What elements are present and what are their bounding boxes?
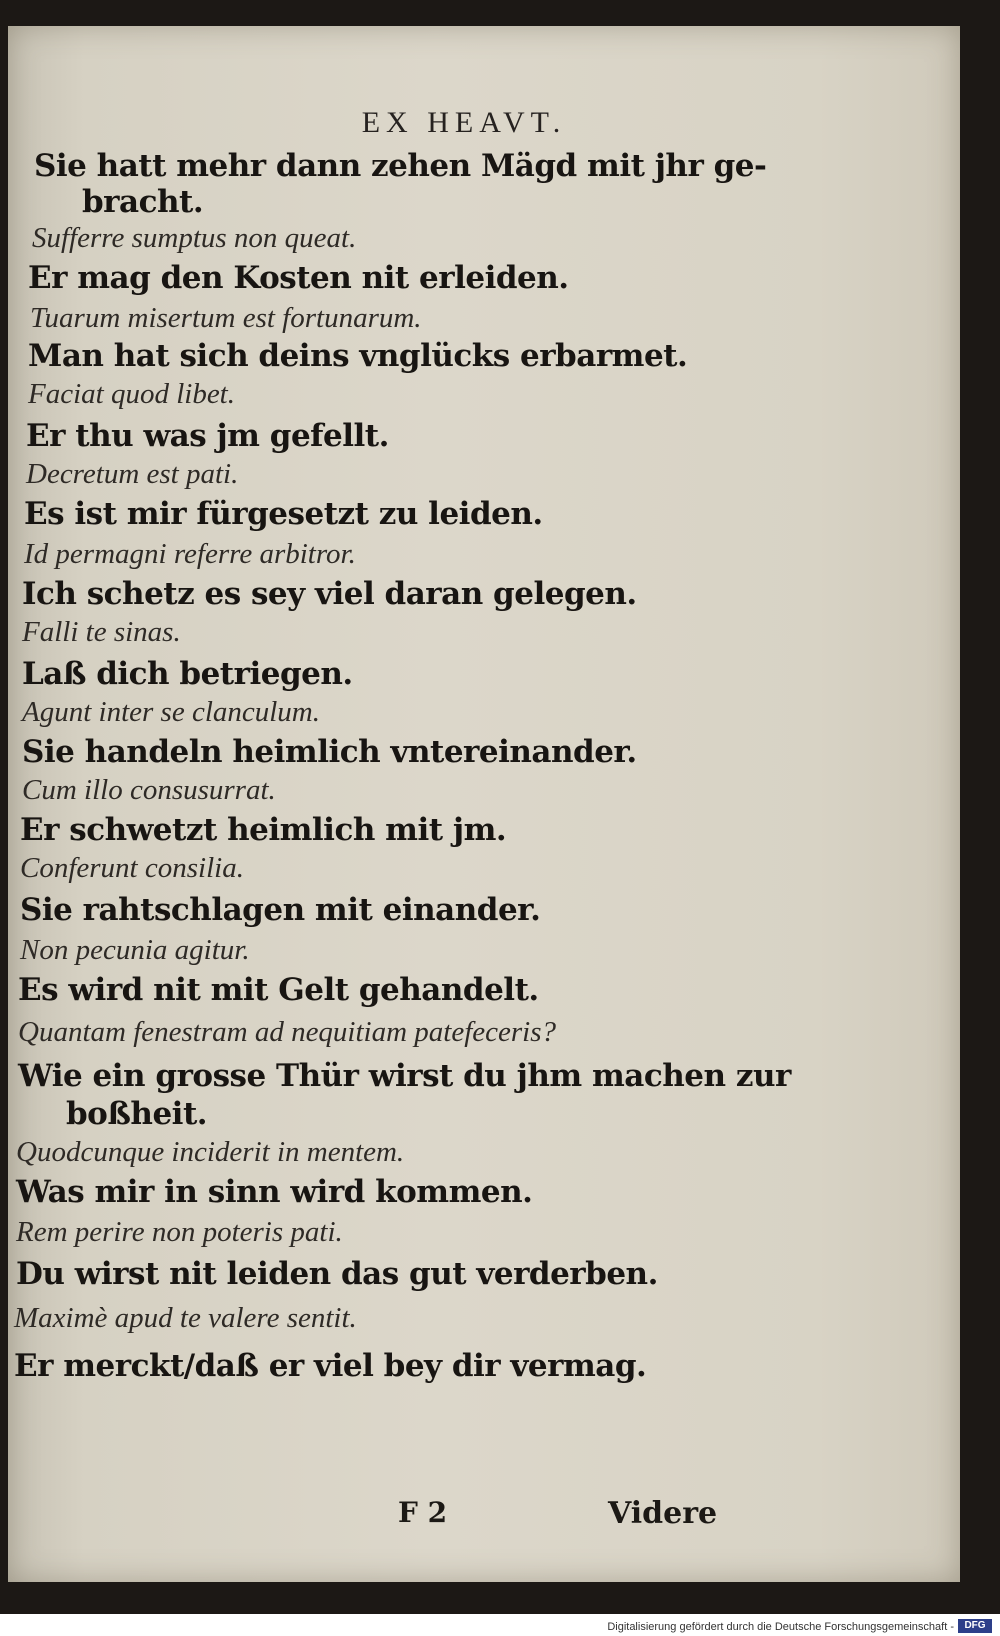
running-head: EX HEAVT. <box>361 106 567 139</box>
digitization-footer <box>0 1614 1000 1636</box>
latin-phrase: Agunt inter se clanculum. <box>22 696 321 728</box>
catchword: Videre <box>608 1496 718 1531</box>
german-translation: bracht. <box>82 184 204 220</box>
german-translation: Er schwetzt heimlich mit jm. <box>20 812 507 848</box>
german-translation: Sie rahtschlagen mit einander. <box>20 892 541 928</box>
german-translation: Ich schetz es sey viel daran gelegen. <box>22 576 637 612</box>
german-translation: Er thu was jm gefellt. <box>26 418 389 454</box>
german-translation: Man hat sich deins vnglücks erbarmet. <box>28 338 688 374</box>
signature-mark: F 2 <box>398 1496 448 1529</box>
latin-phrase: Conferunt consilia. <box>20 852 244 884</box>
german-translation: Es wird nit mit Gelt gehandelt. <box>18 972 539 1008</box>
german-translation: boßheit. <box>66 1096 208 1132</box>
german-translation: Wie ein grosse Thür wirst du jhm machen zur <box>18 1058 791 1094</box>
dfg-logo-icon: DFG <box>958 1619 992 1633</box>
book-page <box>8 26 960 1582</box>
german-translation: Was mir in sinn wird kommen. <box>16 1174 533 1210</box>
latin-phrase: Tuarum misertum est fortunarum. <box>30 302 422 334</box>
latin-phrase: Sufferre sumptus non queat. <box>32 222 357 254</box>
german-translation: Sie hatt mehr dann zehen Mägd mit jhr ge- <box>34 148 767 184</box>
latin-phrase: Quantam fenestram ad nequitiam patefeceris? <box>18 1016 557 1048</box>
footer-credit: Digitalisierung gefördert durch die Deutsche Forschungsgemeinschaft - <box>607 1621 954 1633</box>
german-translation: Du wirst nit leiden das gut verderben. <box>16 1256 658 1292</box>
latin-phrase: Decretum est pati. <box>26 458 239 490</box>
latin-phrase: Rem perire non poteris pati. <box>16 1216 343 1248</box>
german-translation: Laß dich betriegen. <box>22 656 353 692</box>
latin-phrase: Cum illo consusurrat. <box>22 774 276 806</box>
latin-phrase: Id permagni referre arbitror. <box>24 538 356 570</box>
german-translation: Er merckt/daß er viel bey dir vermag. <box>14 1348 647 1384</box>
latin-phrase: Quodcunque inciderit in mentem. <box>16 1136 405 1168</box>
latin-phrase: Falli te sinas. <box>22 616 181 648</box>
german-translation: Er mag den Kosten nit erleiden. <box>28 260 569 296</box>
latin-phrase: Non pecunia agitur. <box>20 934 250 966</box>
latin-phrase: Faciat quod libet. <box>28 378 235 410</box>
german-translation: Sie handeln heimlich vntereinander. <box>22 734 637 770</box>
german-translation: Es ist mir fürgesetzt zu leiden. <box>24 496 543 532</box>
latin-phrase: Maximè apud te valere sentit. <box>14 1302 357 1334</box>
